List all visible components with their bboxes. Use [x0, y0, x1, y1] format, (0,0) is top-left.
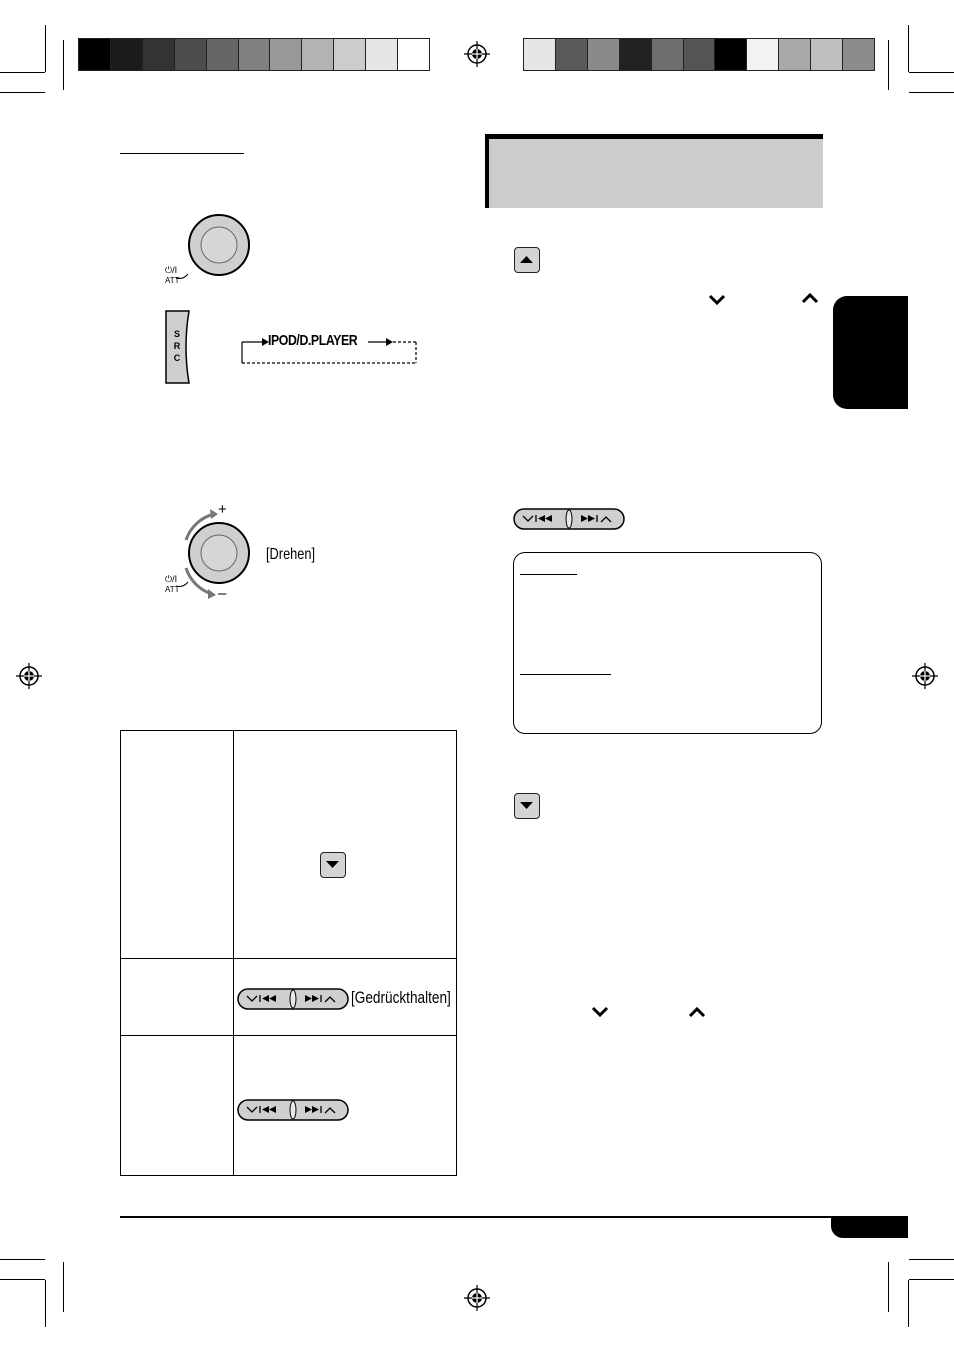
color-swatch — [746, 39, 778, 70]
color-swatch — [301, 39, 333, 70]
table-row-divider — [121, 958, 456, 959]
chevron-down-icon — [707, 292, 727, 308]
chevron-up-icon — [800, 290, 820, 306]
color-swatch — [79, 39, 110, 70]
registration-mark-left — [16, 663, 42, 689]
plus-label: + — [218, 501, 227, 518]
skip-rocker-icon — [513, 508, 625, 530]
down-triangle-icon — [515, 794, 538, 817]
color-bar-right — [523, 38, 875, 71]
footer-rule — [120, 1216, 908, 1218]
color-swatch — [810, 39, 842, 70]
color-swatch — [587, 39, 619, 70]
section-header-box — [485, 134, 823, 208]
up-button — [514, 247, 540, 273]
skip-rocker-icon — [237, 1099, 349, 1121]
att-label-2: ATT — [165, 585, 180, 594]
chevron-up-icon — [687, 1004, 707, 1020]
color-swatch — [651, 39, 683, 70]
color-swatch — [397, 39, 429, 70]
color-swatch — [333, 39, 365, 70]
att-label: ATT — [165, 276, 180, 285]
color-bar-left — [78, 38, 430, 71]
color-swatch — [238, 39, 270, 70]
up-triangle-icon — [515, 248, 538, 271]
note-box — [513, 552, 822, 734]
color-swatch — [269, 39, 301, 70]
color-swatch — [778, 39, 810, 70]
color-swatch — [842, 39, 874, 70]
section-heading-underline — [120, 153, 244, 154]
note-heading-underline-1 — [520, 574, 577, 575]
color-swatch — [142, 39, 174, 70]
table-column-divider — [233, 731, 234, 1175]
color-swatch — [555, 39, 587, 70]
color-swatch — [110, 39, 142, 70]
color-swatch — [174, 39, 206, 70]
table-row-divider — [121, 1035, 456, 1036]
chevron-down-icon — [590, 1004, 610, 1020]
page-number-tab — [831, 1217, 908, 1238]
minus-label: – — [218, 585, 227, 602]
src-button-label — [172, 328, 184, 364]
down-button — [514, 793, 540, 819]
turn-label: [Drehen] — [266, 546, 316, 563]
src-letters: S R C — [173, 329, 181, 363]
note-heading-underline-2 — [520, 674, 611, 675]
registration-mark-bottom — [464, 1285, 490, 1311]
skip-rocker-icon — [237, 988, 349, 1010]
color-swatch — [524, 39, 555, 70]
down-triangle-icon — [321, 853, 344, 876]
hold-label: [Gedrückthalten] — [351, 988, 451, 1007]
registration-mark-right — [912, 663, 938, 689]
power-label-2: ⏻/I — [165, 574, 178, 584]
color-swatch — [714, 39, 746, 70]
registration-mark-top — [464, 41, 490, 67]
language-tab — [833, 296, 908, 409]
color-swatch — [365, 39, 397, 70]
table-down-button — [320, 852, 346, 878]
color-swatch — [683, 39, 715, 70]
power-label: ⏻/I — [165, 265, 178, 275]
source-name-label: IPOD/D.PLAYER — [268, 332, 358, 349]
color-swatch — [619, 39, 651, 70]
color-swatch — [206, 39, 238, 70]
